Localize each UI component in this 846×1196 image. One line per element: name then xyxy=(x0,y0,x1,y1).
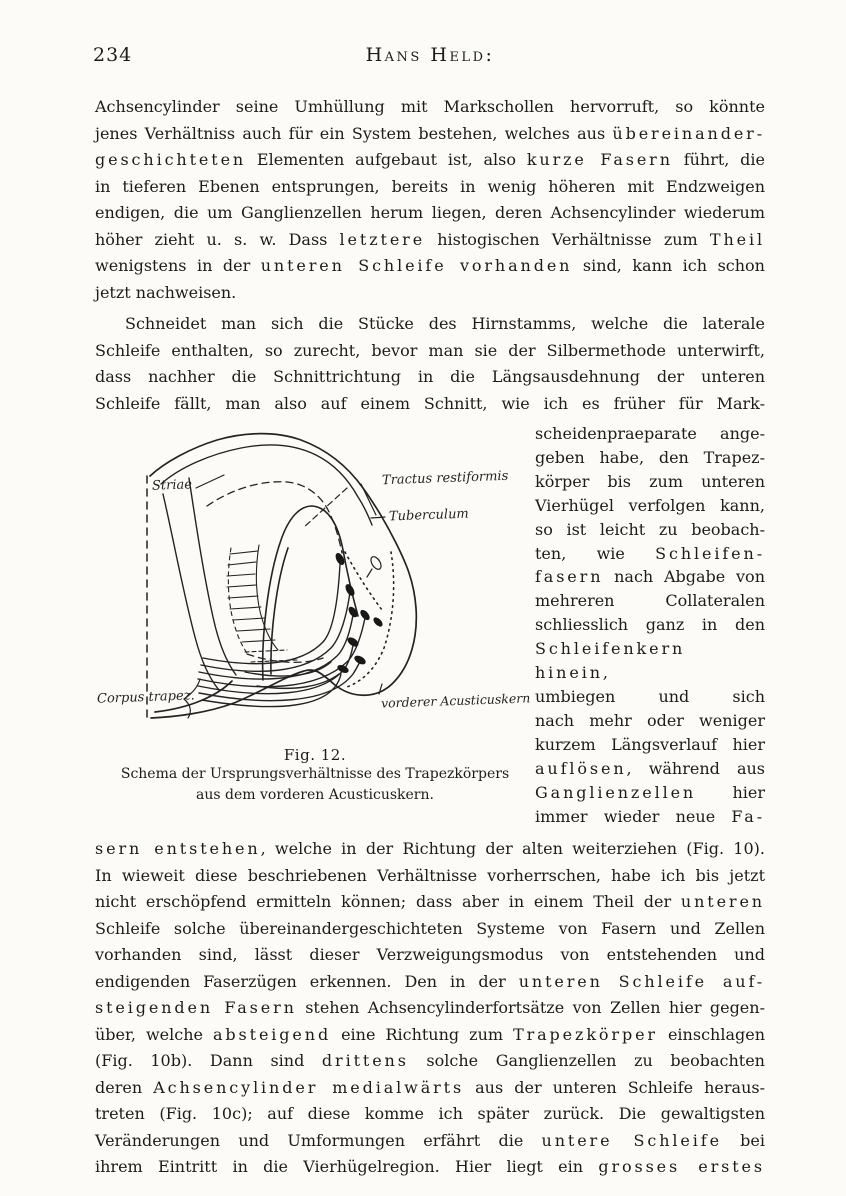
text-line: so ist leicht zu beobach- xyxy=(535,519,765,539)
paragraph-3 xyxy=(95,836,765,1181)
figure-caption xyxy=(95,746,535,805)
figure-label-striae: Striae xyxy=(151,477,193,494)
text-line: ten, wie Schleifen- xyxy=(535,543,765,563)
figure-label-corpus-trapez: Corpus trapez. xyxy=(96,688,195,707)
text-line: Vierhügel verfolgen kann, xyxy=(535,495,765,515)
hatched-strip xyxy=(227,545,297,662)
text-line: (Fig. 10b). Dann sind drittens solche Ganglienzellen zu beobachten xyxy=(95,1051,765,1071)
outer-contour xyxy=(150,434,416,718)
text-line: wenigstens in der unteren Schleife vorhanden sind, kann ich schon xyxy=(95,256,765,275)
text-line: nach mehr oder weniger xyxy=(535,710,765,730)
text-line: jetzt nachweisen. xyxy=(95,282,237,302)
figure-label-tractus-restiformis: Tractus restiformis xyxy=(381,468,509,489)
paragraph-2 xyxy=(95,311,765,417)
text-line: Schleife enthalten, so zurecht, bevor man sie der Silbermethode unterwirft, xyxy=(95,340,765,360)
text-line: Ganglienzellen hier xyxy=(535,782,765,802)
text-line: nicht erschöpfend ermitteln können; dass aber in einem Theil der unteren xyxy=(95,892,765,912)
figure-caption-line-1: Schema der Ursprungsverhältnisse des Trapezkörpers xyxy=(120,766,510,782)
figure-label-tuberculum: Tuberculum xyxy=(388,506,470,525)
text-line: umbiegen und sich xyxy=(535,686,765,706)
text-line: Schneidet man sich die Stücke des Hirnstamms, welche die laterale xyxy=(125,314,765,333)
cell-blobs xyxy=(334,552,384,675)
text-line: steigenden Fasern stehen Achsencylinderfortsätze von Zellen hier gegen- xyxy=(95,998,765,1018)
text-line: schliesslich ganz in den xyxy=(535,615,765,635)
text-line: In wieweit diese beschriebenen Verhältnisse vorherrschen, habe ich bis jetzt xyxy=(95,865,765,885)
text-line: jenes Verhältniss auch für ein System bestehen, welches aus übereinander- xyxy=(95,123,765,143)
text-line: treten (Fig. 10c); auf diese komme ich später zurück. Die gewaltigsten xyxy=(95,1104,765,1124)
text-line: geschichteten Elementen aufgebaut ist, also kurze Fasern führt, die xyxy=(95,150,765,169)
text-line: sern entstehen, welche in der Richtung der alten weiterziehen (Fig. 10). xyxy=(95,839,765,859)
page-number: 234 xyxy=(93,44,133,66)
text-line: körper bis zum unteren xyxy=(535,471,765,491)
text-line: deren Achsencylinder medialwärts aus der unteren Schleife heraus- xyxy=(95,1077,765,1097)
text-line: mehreren Collateralen xyxy=(535,591,765,611)
fiber-fan xyxy=(198,564,365,707)
wrap-text-column xyxy=(535,422,765,828)
text-line: kurzem Längsverlauf hier xyxy=(535,734,765,754)
text-line: über, welche absteigend eine Richtung zum Trapezkörper einschlagen xyxy=(95,1024,766,1044)
figure-caption-line-2: aus dem vorderen Acusticuskern. xyxy=(196,786,434,803)
text-block xyxy=(95,94,765,1186)
text-line: scheidenpraeparate ange- xyxy=(535,424,765,443)
text-line: endigenden Faserzügen erkennen. Den in der unteren Schleife auf- xyxy=(95,971,765,991)
teardrop-cell xyxy=(367,555,383,577)
text-line: ihrem Eintritt in die Vierhügelregion. Hier liegt ein grosses erstes xyxy=(95,1157,765,1177)
text-line: Schleifenkern hinein, xyxy=(535,639,686,683)
running-head: Hans Held: xyxy=(365,44,495,66)
figure-label-vorderer-acusticuskern: vorderer Acusticuskern xyxy=(380,690,531,711)
text-line: Schleife fällt, man also auf einem Schnitt, wie ich es früher für Mark- xyxy=(95,393,765,413)
text-line: fasern nach Abgabe von xyxy=(535,567,765,587)
text-line: endigen, die um Ganglienzellen herum liegen, deren Achsencylinder wiederum xyxy=(95,203,765,222)
text-line: vorhanden sind, lässt dieser Verzweigungsmodus von entstehenden und xyxy=(95,945,765,965)
page-header xyxy=(95,44,765,70)
text-line: Achsencylinder seine Umhüllung mit Markschollen hervorruft, so könnte xyxy=(95,97,765,116)
central-arch xyxy=(263,506,358,680)
text-line: geben habe, den Trapez- xyxy=(535,447,765,467)
text-line: immer wieder neue Fa- xyxy=(535,806,765,826)
figure-caption-number: Fig. 12. xyxy=(283,746,347,764)
text-line: Veränderungen und Umformungen erfährt die untere Schleife bei xyxy=(95,1130,765,1150)
text-line: höher zieht u. s. w. Dass letztere histogischen Verhältnisse zum Theil xyxy=(95,229,765,249)
text-line: dass nachher die Schnittrichtung in die Längsausdehnung der unteren xyxy=(95,367,765,386)
figure-12 xyxy=(95,422,535,742)
text-line: Schleife solche übereinandergeschichteten Systeme von Fasern und Zellen xyxy=(95,918,765,938)
figure-block xyxy=(95,422,535,805)
text-line: in tieferen Ebenen entsprungen, bereits in wenig höheren mit Endzweigen xyxy=(95,176,765,196)
text-line: auflösen, während aus xyxy=(535,758,765,778)
paragraph-1 xyxy=(95,94,765,306)
figure-and-wrap-text-row xyxy=(95,422,765,828)
